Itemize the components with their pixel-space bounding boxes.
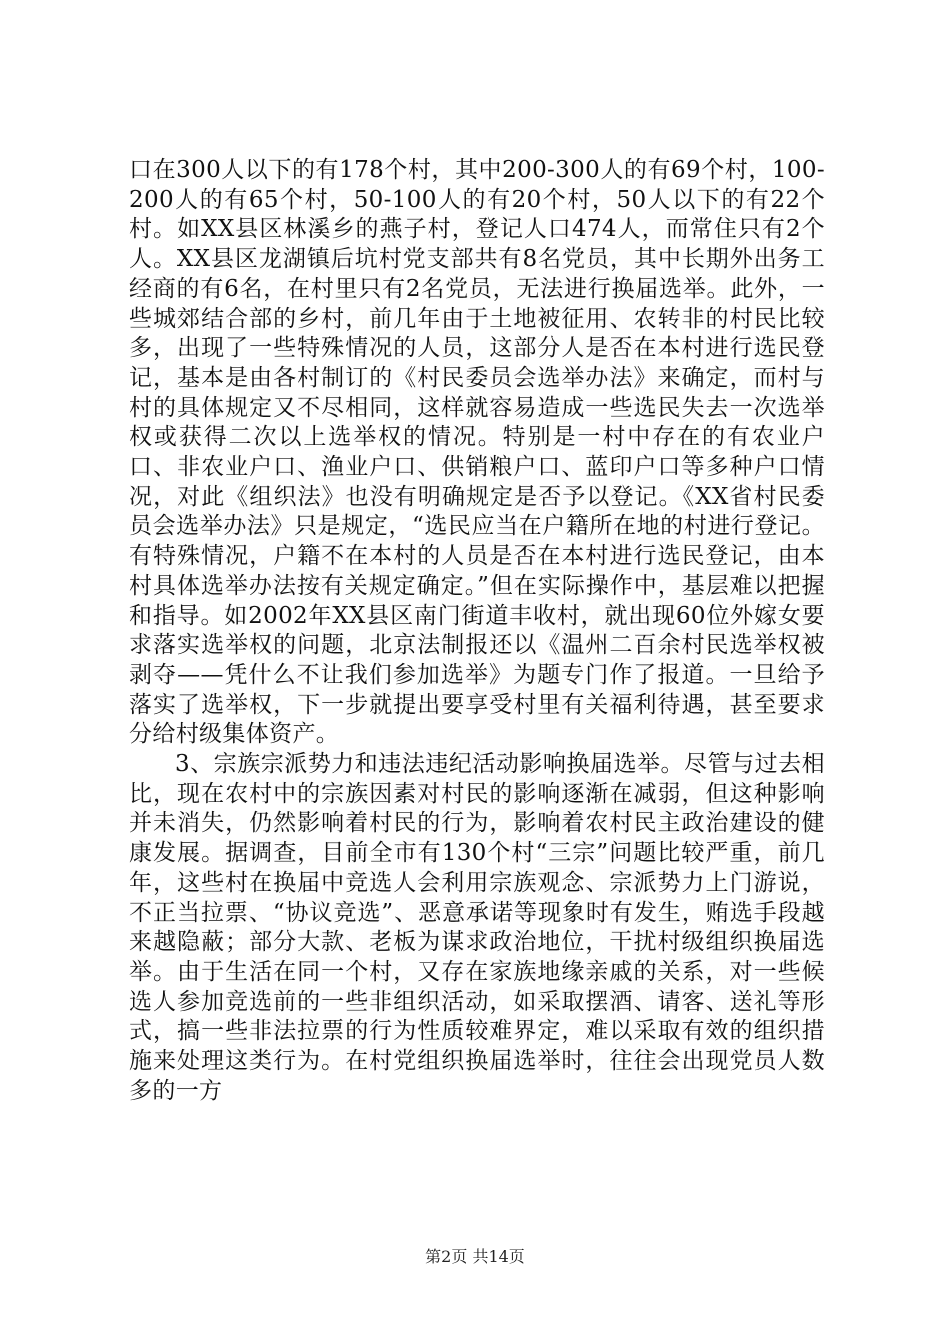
paragraph-section-3: 3、宗族宗派势力和违法违纪活动影响换届选举。尽管与过去相比，现在农村中的宗族因素对村民的影响逐渐在减弱，但这种影响并未消失，仍然影响着村民的行为，影响着农村民主政治建设的健康发展。据调查，目前全市有130个村“三宗”问题比较严重，前几年，这些村在换届中竞选人会利用宗族观念、宗派势力上门游说，不正当拉票、“协议竞选”、恶意承诺等现象时有发生，贿选手段越来越隐蔽；部分大款、老板为谋求政治地位，干扰村级组织换届选举。由于生活在同一个村，又存在家族地缘亲戚的关系，对一些候选人参加竞选前的一些非组织活动，如采取摆酒、请客、送礼等形式，搞一些非法拉票的行为性质较难界定，难以采取有效的组织措施来处理这类行为。在村党组织换届选举时，往往会出现党员人数多的一方 bbox=[129, 751, 825, 1104]
page-number-footer: 第2页 共14页 bbox=[425, 1247, 525, 1266]
document-body bbox=[129, 156, 825, 1107]
paragraph-continued: 口在300人以下的有178个村，其中200-300人的有69个村，100-200人的有65个村，50-100人的有20个村，50人以下的有22个村。如XX县区林溪乡的燕子村，登记人口474人，而常住只有2个人。XX县区龙湖镇后坑村党支部共有8名党员，其中长期外出务工经商的有6名，在村里只有2名党员，无法进行换届选举。此外，一些城郊结合部的乡村，前几年由于土地被征用、农转非的村民比较多，出现了一些特殊情况的人员，这部分人是否在本村进行选民登记，基本是由各村制订的《村民委员会选举办法》来确定，而村与村的具体规定又不尽相同，这样就容易造成一些选民失去一次选举权或获得二次以上选举权的情况。特别是一村中存在的有农业户口、非农业户口、渔业户口、供销粮户口、蓝印户口等多种户口情况，对此《组织法》也没有明确规定是否予以登记。《XX省村民委员会选举办法》只是规定，“选民应当在户籍所在地的村进行登记。有特殊情况，户籍不在本村的人员是否在本村进行选民登记，由本村具体选举办法按有关规定确定。”但在实际操作中，基层难以把握和指导。如2002年XX县区南门街道丰收村，就出现60位外嫁女要求落实选举权的问题，北京法制报还以《温州二百余村民选举权被剥夺——凭什么不让我们参加选举》为题专门作了报道。一旦给予落实了选举权，下一步就提出要享受村里有关福利待遇，甚至要求分给村级集体资产。 bbox=[129, 157, 825, 748]
